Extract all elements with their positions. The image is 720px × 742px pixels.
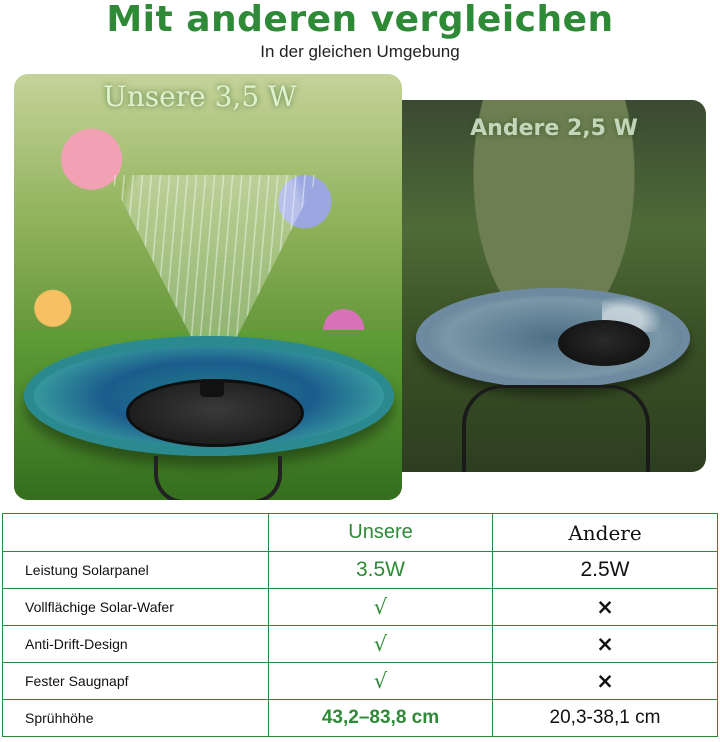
check-icon: √	[269, 626, 493, 663]
photo-label-others: Andere 2,5 W	[470, 116, 638, 141]
page-title: Mit anderen vergleichen	[106, 0, 614, 40]
table-row	[3, 589, 718, 626]
photo-ours-fountain	[14, 74, 402, 500]
ours-value: 43,2–83,8 cm	[269, 700, 493, 737]
cross-icon: ×	[493, 663, 718, 700]
feature-label: Anti-Drift-Design	[3, 626, 269, 663]
check-icon: √	[269, 663, 493, 700]
nozzle	[200, 379, 224, 397]
table-header-ours: Unsere	[269, 514, 493, 552]
table-header-row	[3, 514, 718, 552]
page-subtitle: In der gleichen Umgebung	[260, 42, 460, 61]
check-icon: √	[269, 589, 493, 626]
solar-pump-others	[558, 320, 650, 366]
table-row	[3, 552, 718, 589]
photo-others-fountain	[402, 100, 706, 472]
others-value: 20,3-38,1 cm	[493, 700, 718, 737]
bath-stand	[154, 456, 282, 500]
table-row	[3, 626, 718, 663]
table-header-others: Andere	[493, 514, 718, 552]
feature-label: Fester Saugnapf	[3, 663, 269, 700]
table-header-feature	[3, 514, 269, 552]
ours-value: 3.5W	[269, 552, 493, 589]
feature-label: Sprühhöhe	[3, 700, 269, 737]
cross-icon: ×	[493, 589, 718, 626]
others-value: 2.5W	[493, 552, 718, 589]
bath-stand	[462, 385, 650, 472]
table-row	[3, 663, 718, 700]
photo-label-ours: Unsere 3,5 W	[103, 80, 297, 113]
cross-icon: ×	[493, 626, 718, 663]
table-row	[3, 700, 718, 737]
feature-label: Leistung Solarpanel	[3, 552, 269, 589]
comparison-table	[2, 513, 718, 737]
feature-label: Vollflächige Solar-Wafer	[3, 589, 269, 626]
